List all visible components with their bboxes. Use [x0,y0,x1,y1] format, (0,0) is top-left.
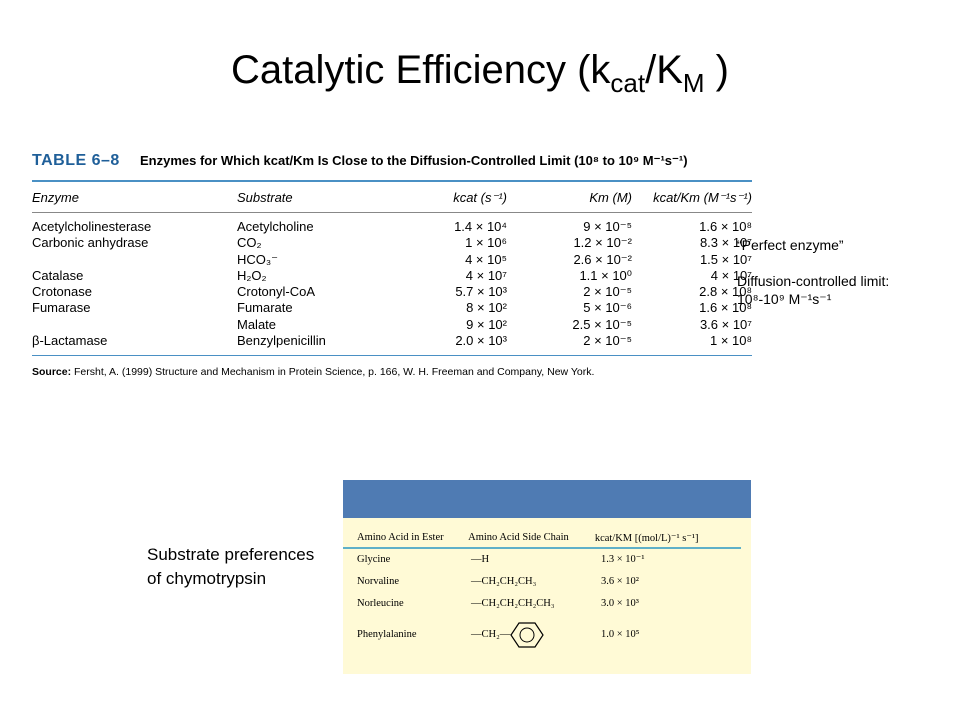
table-row: Crotonase Crotonyl-CoA 5.7 × 10³ 2 × 10⁻⁵ 2.8 × 10⁸ [32,284,752,300]
slide-title: Catalytic Efficiency ($k_{cat}/K_M$ ) [231,48,729,98]
col-substrate: Substrate [237,190,293,205]
col-ratio: kcat/Km (M⁻¹s⁻¹) [653,190,752,205]
chymo-column-headers: Amino Acid in Ester Amino Acid Side Chain kcat/KM [(mol/L)⁻¹ s⁻¹] [343,518,741,549]
table-row: Catalase H₂O₂ 4 × 10⁷ 1.1 × 10⁰ 4 × 10⁷ [32,267,752,283]
table-body [32,213,752,356]
chymo-row: Phenylalanine —CH₂— 1.0 × 10⁵ [343,615,751,655]
table-header [32,152,752,182]
table-row: β-Lactamase Benzylpenicillin 2.0 × 10³ 2 × 10⁻⁵ 1 × 10⁸ [32,333,752,349]
col-km: Km (M) [589,190,632,205]
chymo-row: Norleucine —CH₂CH₂CH₂CH₃ 3.0 × 10³ [357,598,639,609]
column-headers [32,182,752,213]
chymo-row: Glycine —H 1.3 × 10⁻¹ [357,554,645,565]
table-row: Acetylcholinesterase Acetylcholine 1.4 × 10⁴ 9 × 10⁻⁵ 1.6 × 10⁸ [32,219,752,234]
enzyme-table [32,152,752,378]
table-caption: Enzymes for Which kcat/Km Is Close to the Diffusion-Controlled Limit (10⁸ to 10⁹ M⁻¹s⁻¹) [140,153,688,168]
perfect-enzyme-label: “Perfect enzyme” [737,237,844,253]
col-enzyme: Enzyme [32,190,79,205]
perfect-enzyme-note [737,236,889,308]
chymotrypsin-table [343,480,751,674]
limit-label: Diffusion-controlled limit: [737,273,890,289]
chymo-row: Norvaline —CH₂CH₂CH₃ 3.6 × 10² [357,576,639,587]
col-kcat: kcat (s⁻¹) [453,190,507,205]
table-row: Fumarase Fumarate 8 × 10² 5 × 10⁻⁶ 1.6 × 10⁸ [32,300,752,316]
table-id: TABLE 6–8 [32,152,120,169]
substrate-preferences-label: Substrate preferences of chymotrypsin [147,545,315,588]
table-row: Carbonic anhydrase CO₂ 1 × 10⁶ 1.2 × 10⁻² 8.3 × 10⁷ [32,235,752,251]
limit-value: 10⁸-10⁹ M⁻¹s⁻¹ [737,291,832,307]
table-row: Malate 9 × 10² 2.5 × 10⁻⁵ 3.6 × 10⁷ [237,316,752,332]
benzene-ring-icon [510,620,544,650]
table-source: Source: Fersht, A. (1999) Structure and Mechanism in Protein Science, p. 166, W. H. Freeman and Company, New York. [32,366,595,379]
table-title-band [343,480,751,518]
table-row: HCO₃⁻ 4 × 10⁵ 2.6 × 10⁻² 1.5 × 10⁷ [237,251,752,267]
